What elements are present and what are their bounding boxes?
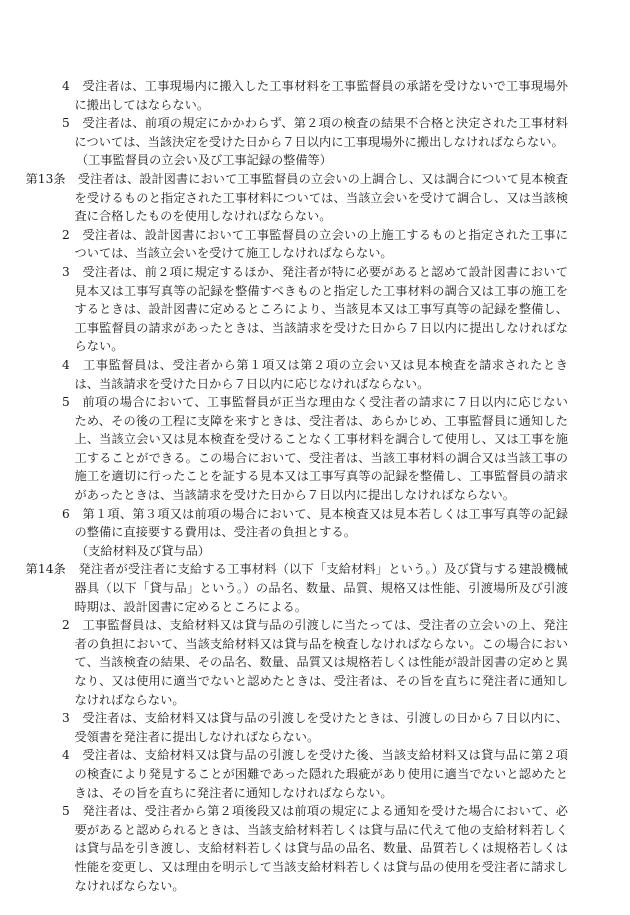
clause-13-4: 4 工事監督員は、受注者から第１項又は第２項の立会い又は見本検査を請求されたときは、当該請求を受けた日から７日以内に応じなければならない。 (62, 357, 568, 391)
article-13-caption: （工事監督員の立会い及び工事記録の整備等） (76, 153, 332, 168)
clause-13-2: 2 受注者は、設計図書において工事監督員の立会いの上施工するものと指定された工事については、当該立会いを受けて施工しなければならない。 (62, 227, 568, 261)
clause-14-3: 3 受注者は、支給材料又は貸与品の引渡しを受けたときは、引渡しの日から７日以内に、受領書を発注者に提出しなければならない。 (62, 711, 568, 744)
article-14-1: 第14条 発注者が受注者に支給する工事材料（以下「支給材料」という。）及び貸与する建設機械器具（以下「貸与品」という。）の品名、数量、品質、規格又は性能、引渡場所及び引渡時期は、設計図書に定めるところによる。 (25, 562, 568, 614)
clause-14-4: 4 受注者は、支給材料又は貸与品の引渡しを受けた後、当該支給材料又は貸与品に第２項の検査により発見することが困難であった隠れた瑕疵があり使用に適当でないと認めたときは、その旨を直ちに発注者に通知しなければならない。 (62, 748, 568, 800)
article-14-caption: （支給材料及び貸与品） (76, 543, 211, 558)
clause-12-4: 4 受注者は、工事現場内に搬入した工事材料を工事監督員の承諾を受けないで工事現場外に搬出してはならない。 (62, 79, 568, 112)
clause-13-6: 6 第１項、第３項又は前項の場合において、見本検査又は見本若しくは工事写真等の記録の整備に直接要する費用は、受注者の負担とする。 (62, 506, 568, 540)
clause-14-2: 2 工事監督員は、支給材料又は貸与品の引渡しに当たっては、受注者の立会いの上、発注者の負担において、当該支給材料又は貸与品を検査しなければならない。この場合において、当該検査の結果、その品名、数量、品質又は規格若しくは性能が設計図書の定めと異なり、又は使用に適当でないと認めたときは、受注者は、その旨を直ちに発注者に通知しなければならない。 (62, 618, 568, 707)
clause-14-5: 5 発注者は、受注者から第２項後段又は前項の規定による通知を受けた場合において、必要があると認められるときは、当該支給材料若しくは貸与品に代えて他の支給材料若しくは貸与品を引き渡し、支給材料若しくは貸与品の品名、数量、品質若しくは規格若しくは性能を変更し、又は理由を明示して当該支給材料若しくは貸与品の使用を受注者に請求しなければならない。 (62, 804, 568, 893)
article-13-1: 第13条 受注者は、設計図書において工事監督員の立会いの上調合し、又は調合について見本検査を受けるものと指定された工事材料については、当該立会いを受けて調合し、又は当該検査に合格したものを使用しなければならない。 (25, 171, 568, 224)
clause-12-5: 5 受注者は、前項の規定にかかわらず、第２項の検査の結果不合格と決定された工事材料については、当該決定を受けた日から７日以内に工事現場外に搬出しなければならない。 (62, 116, 568, 149)
clause-13-3: 3 受注者は、前２項に規定するほか、発注者が特に必要があると認めて設計図書において見本又は工事写真等の記録を整備すべきものと指定した工事材料の調合又は工事の施工をするときは、設計図書に定めるところにより、当該見本又は工事写真等の記録を整備し、工事監督員の請求があったときは、当該請求を受けた日から７日以内に提出しなければならない。 (62, 264, 568, 354)
clause-13-5: 5 前項の場合において、工事監督員が正当な理由なく受注者の請求に７日以内に応じないため、その後の工程に支障を来すときは、受注者は、あらかじめ、工事監督員に通知した上、当該立会い又は見本検査を受けることなく工事材料を調合して使用し、又は工事を施工することができる。この場合において、受注者は、当該工事材料の調合又は当該工事の施工を適切に行ったことを証する見本又は工事写真等の記録を整備し、工事監督員の請求があったときは、当該請求を受けた日から７日以内に提出しなければならない。 (62, 395, 568, 503)
